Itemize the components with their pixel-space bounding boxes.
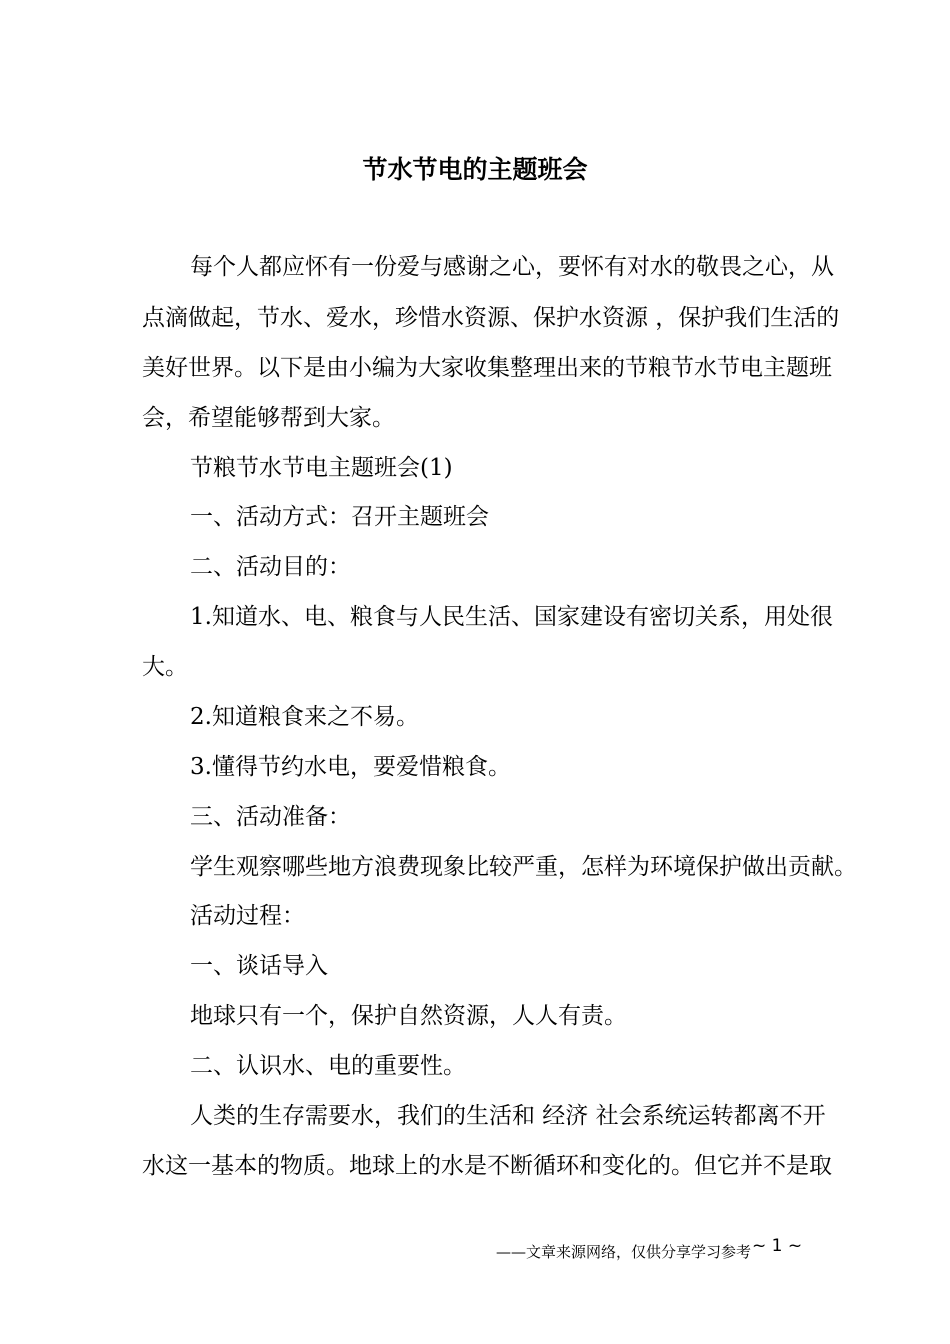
paragraph-line: 大。 [142, 654, 188, 680]
paragraph-line: 水这一基本的物质。地球上的水是不断循环和变化的。但它并不是取 [142, 1153, 832, 1179]
paragraph-line: 每个人都应怀有一份爱与感谢之心，要怀有对水的敬畏之心，从 [190, 254, 834, 280]
section-heading: 二、认识水、电的重要性。 [190, 1053, 466, 1079]
document-title: 节水节电的主题班会 [362, 155, 588, 184]
page-number: ~ 1 ~ [752, 1236, 803, 1256]
section-heading: 节粮节水节电主题班会(1) [190, 455, 453, 481]
section-heading: 一、谈话导入 [190, 953, 328, 979]
section-heading: 三、活动准备： [190, 804, 351, 830]
paragraph-line: 美好世界。以下是由小编为大家收集整理出来的节粮节水节电主题班 [142, 355, 832, 381]
paragraph-line: 地球只有一个，保护自然资源，人人有责。 [190, 1003, 627, 1029]
paragraph-line: 人类的生存需要水，我们的生活和 经济 社会系统运转都离不开 [190, 1103, 826, 1129]
list-item: 2.知道粮食来之不易。 [190, 704, 419, 730]
section-heading: 一、活动方式：召开主题班会 [190, 504, 489, 530]
section-heading: 活动过程： [190, 903, 305, 929]
section-heading: 二、活动目的： [190, 554, 351, 580]
list-item: 1.知道水、电、粮食与人民生活、国家建设有密切关系，用处很 [190, 604, 833, 630]
paragraph-line: 会，希望能够帮到大家。 [142, 405, 395, 431]
paragraph-line: 学生观察哪些地方浪费现象比较严重，怎样为环境保护做出贡献。 [190, 854, 857, 880]
list-item: 3.懂得节约水电，要爱惜粮食。 [190, 754, 511, 780]
paragraph-line: 点滴做起，节水、爱水，珍惜水资源、保护水资源 ，保护我们生活的 [142, 305, 840, 331]
source-note: ——文章来源网络，仅供分享学习参考 [496, 1243, 752, 1261]
